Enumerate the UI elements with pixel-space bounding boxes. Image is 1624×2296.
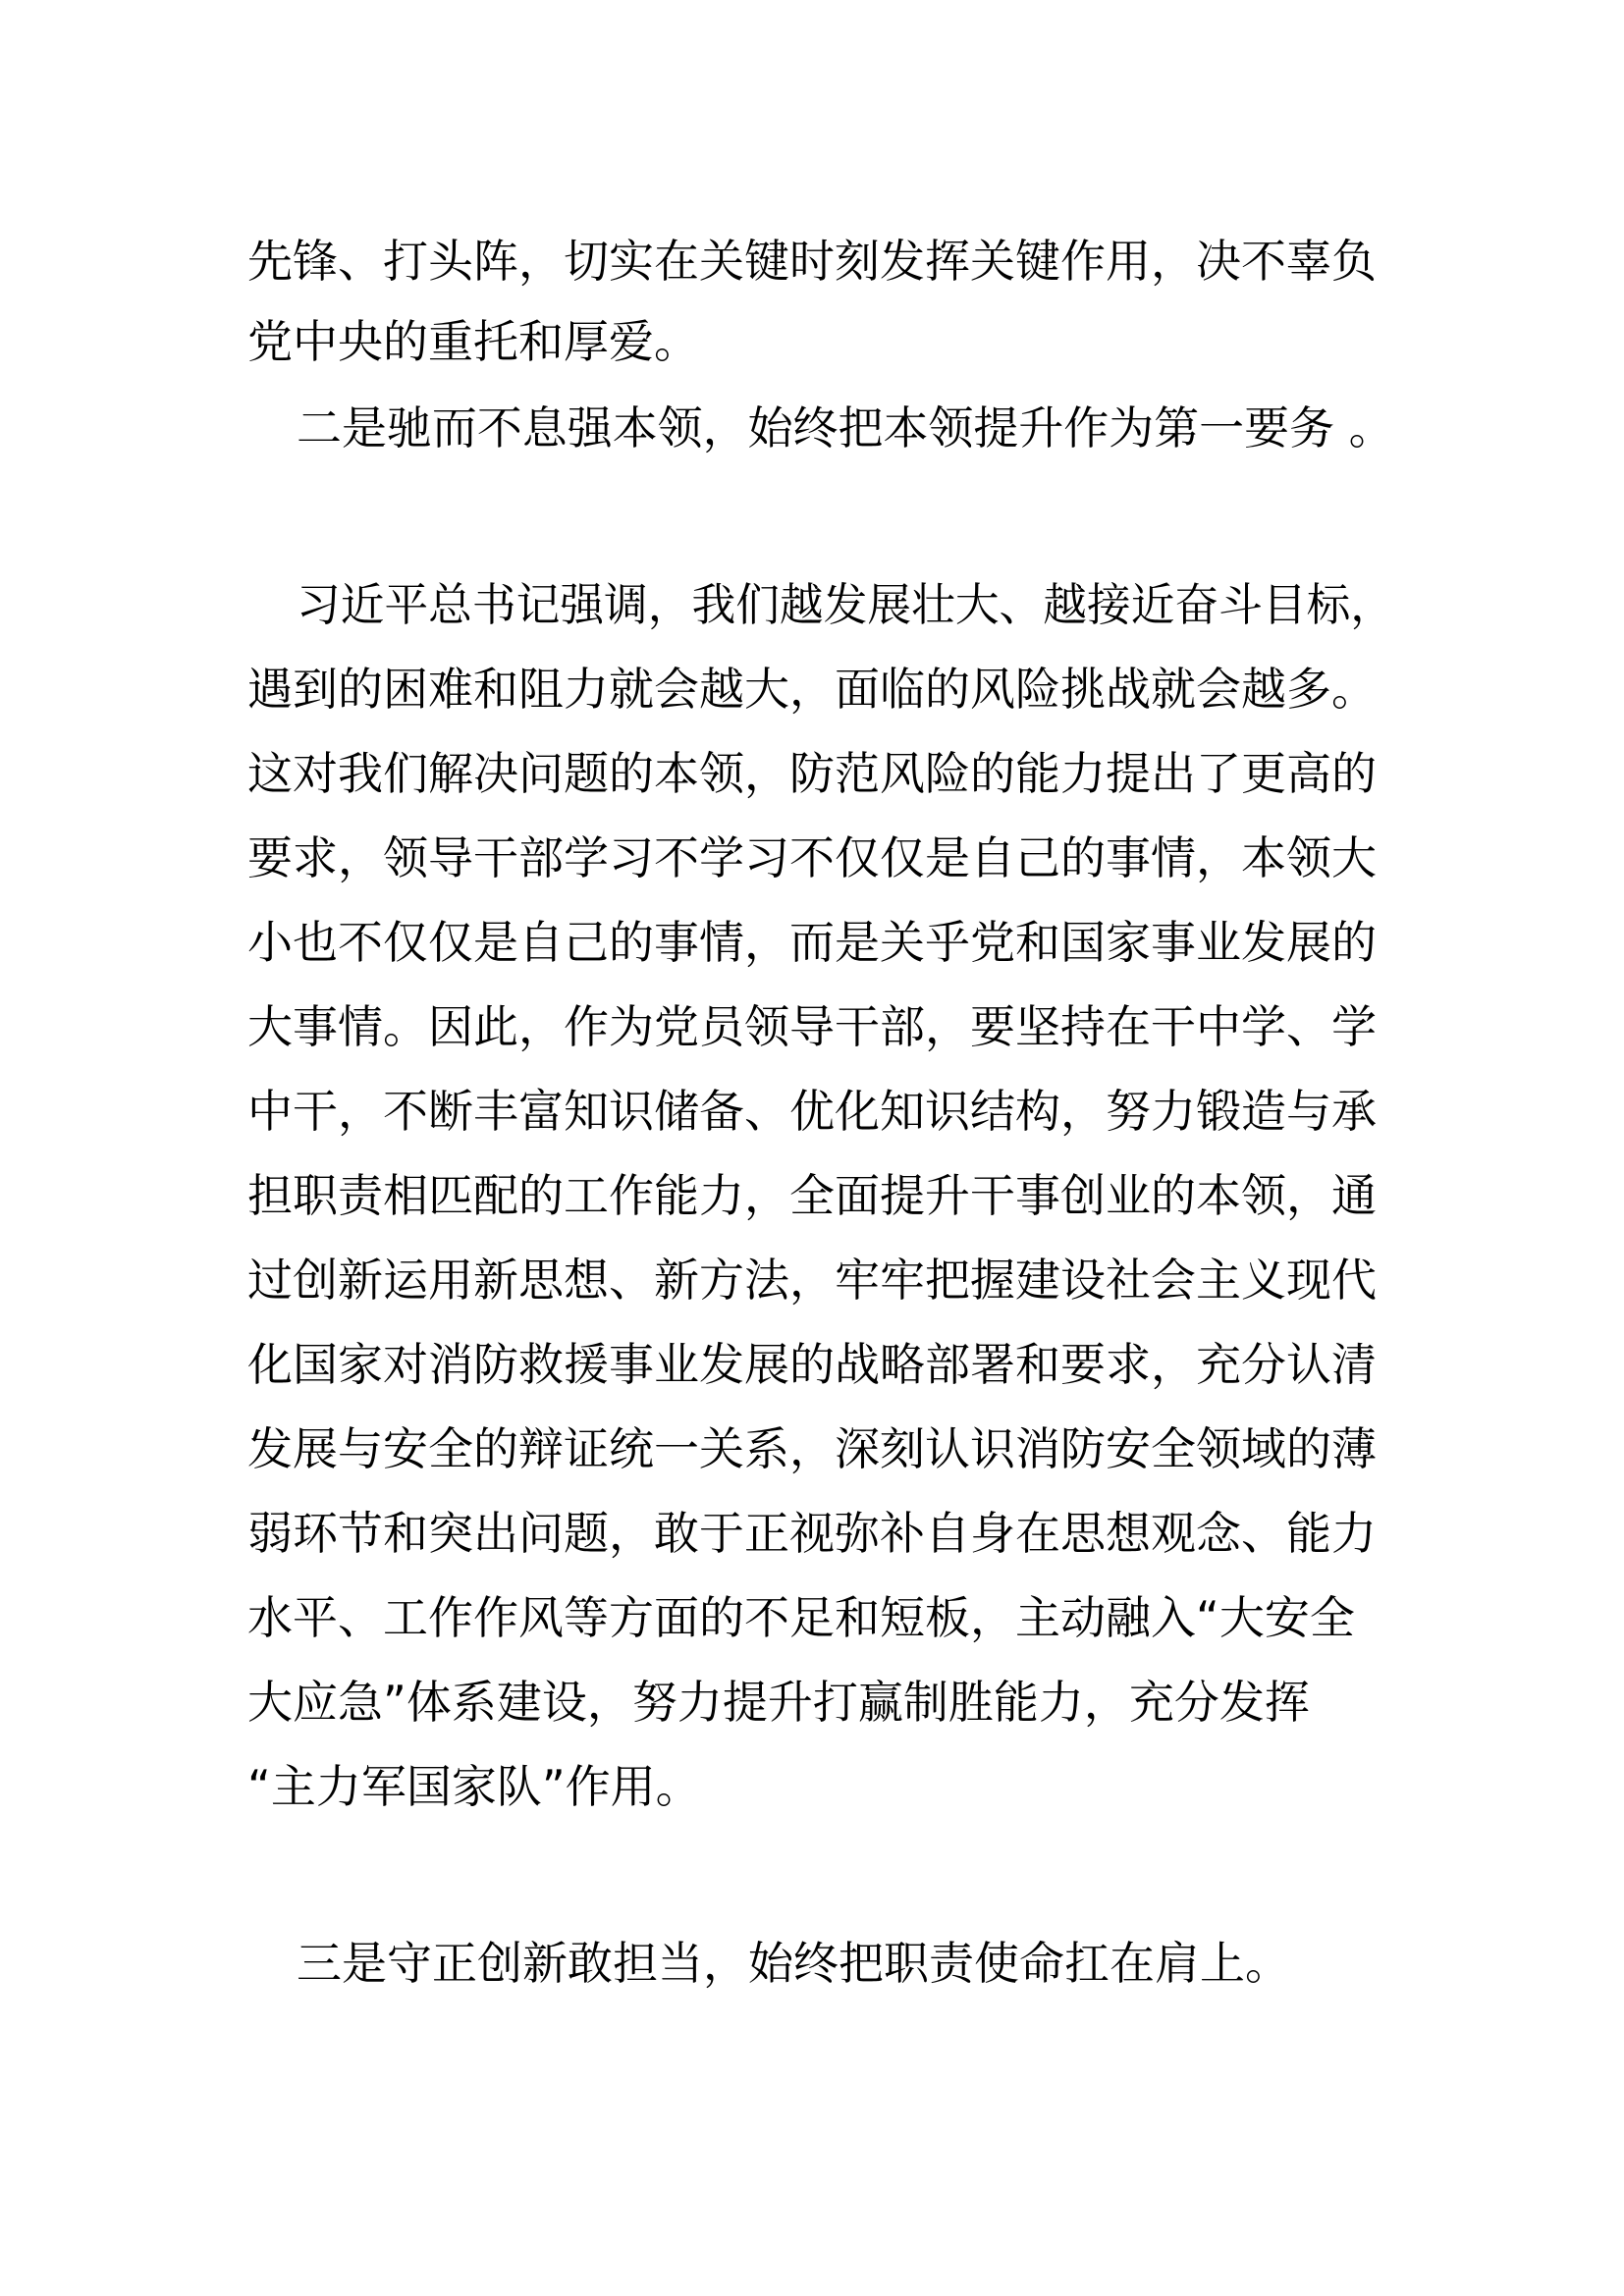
text-line: 水平、工作作风等方面的不足和短板，主动融入“大安全: [247, 1591, 1355, 1644]
text-line: 过创新运用新思想、新方法，牢牢把握建设社会主义现代: [247, 1254, 1377, 1307]
text-line: 大事情。因此，作为党员领导干部，要坚持在干中学、学: [247, 1000, 1377, 1053]
text-line: 遇到的困难和阻力就会越大，面临的风险挑战就会越多。: [247, 663, 1377, 716]
text-line: 发展与安全的辩证统一关系，深刻认识消防安全领域的薄: [247, 1422, 1377, 1475]
text-line: “主力军国家队”作用。: [247, 1760, 701, 1813]
text-line: 先锋、打头阵，切实在关键时刻发挥关键作用，决不辜负: [247, 235, 1377, 288]
text-line: 弱环节和突出问题，敢于正视弥补自身在思想观念、能力: [247, 1507, 1377, 1560]
text-line: 大应急”体系建设，努力提升打赢制胜能力，充分发挥: [247, 1676, 1310, 1729]
text-line: 这对我们解决问题的本领，防范风险的能力提出了更高的: [247, 747, 1377, 800]
text-line: 党中央的重托和厚爱。: [247, 315, 699, 368]
text-line: 化国家对消防救援事业发展的战略部署和要求，充分认清: [247, 1338, 1377, 1391]
text-line: 小也不仅仅是自己的事情，而是关乎党和国家事业发展的: [247, 916, 1377, 969]
section-heading: 三是守正创新敢担当，始终把职责使命扛在肩上。: [297, 1937, 1290, 1990]
section-heading: 二是驰而不息强本领，始终把本领提升作为第一要务 。: [297, 401, 1394, 454]
text-line: 中干，不断丰富知识储备、优化知识结构，努力锻造与承: [247, 1085, 1377, 1138]
text-line: 担职责相匹配的工作能力，全面提升干事创业的本领，通: [247, 1169, 1377, 1222]
text-line: 习近平总书记强调，我们越发展壮大、越接近奋斗目标，: [297, 578, 1395, 631]
text-line: 要求，领导干部学习不学习不仅仅是自己的事情，本领大: [247, 831, 1377, 884]
